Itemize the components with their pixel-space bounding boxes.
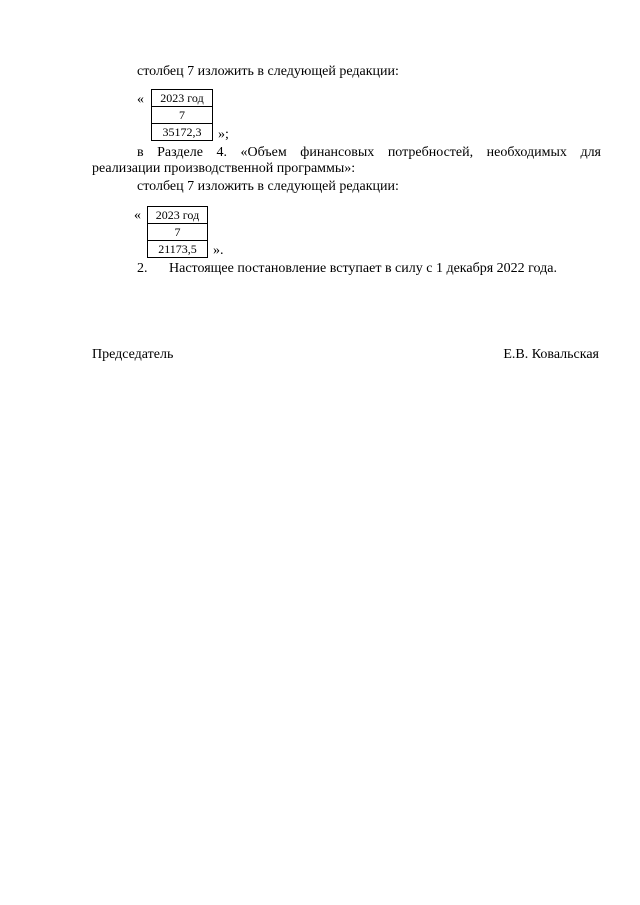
close-quote-1: »; [218,127,229,142]
table-header-cell: 2023 год [152,90,213,107]
table-2023-2 [147,206,208,258]
open-quote-2: « [134,208,141,223]
signature-position: Председатель [92,347,174,362]
close-quote-2: ». [213,243,224,258]
paragraph-section-4-line-2: реализации производственной программы»: [92,161,356,176]
paragraph-section-4-line-1: в Разделе 4. «Объем финансовых потребностей, необходимых для [137,145,601,160]
table-2023-1 [151,89,213,141]
table-value-cell: 35172,3 [152,124,213,141]
item-2-number: 2. [137,261,148,276]
table-value-cell: 21173,5 [148,241,208,258]
open-quote-1: « [137,92,144,107]
table-column-number-cell: 7 [152,107,213,124]
table-header-cell: 2023 год [148,207,208,224]
paragraph-column-7-edit-2: столбец 7 изложить в следующей редакции: [137,179,399,194]
signature-name: Е.В. Ковальская [503,347,599,362]
paragraph-column-7-edit-1: столбец 7 изложить в следующей редакции: [137,64,399,79]
item-2-text: Настоящее постановление вступает в силу с 1 декабря 2022 года. [169,261,557,276]
table-column-number-cell: 7 [148,224,208,241]
